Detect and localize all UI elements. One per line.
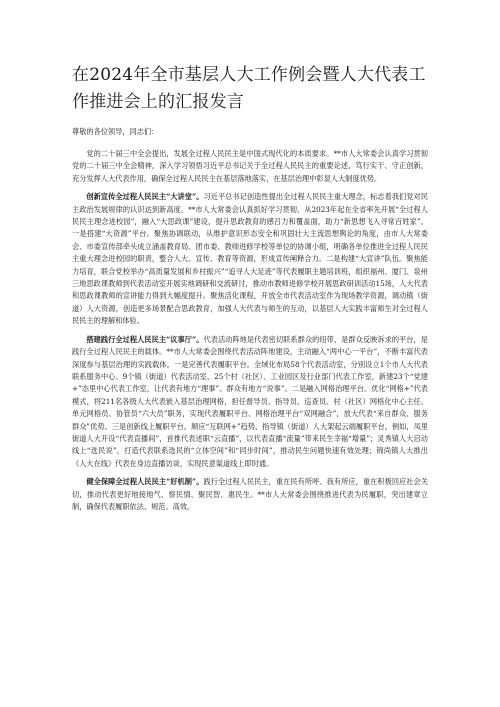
paragraph-text: 践行全过程人民民主，重在民有所呼、我有所应，重在积极回应社会关切，推动代表更好地接地气、察民情、聚民智、惠民生。**市人大常委会围绕推进代表为民履职，突出建章立制，确保代表履职依法、规范、高效。 xyxy=(72,477,428,511)
paragraph-mechanism xyxy=(72,476,428,513)
paragraph-lead: 健全保障全过程人民民主“好机制”。 xyxy=(86,477,204,487)
paragraph-publicity xyxy=(72,191,428,327)
paragraph-intro xyxy=(72,148,428,185)
document-title: 在2024年全市基层人大工作例会暨人大代表工作推进会上的汇报发言 xyxy=(72,65,426,112)
paragraph-text: 代表活动阵地是代表密切联系群众的纽带、是群众反映诉求的平台，是践行全过程人民民主的载体。**市人大常委会围绕代表活动阵地建设，主动融入“两中心一平台”，不断丰富代表深度参与基层治理的实践载体。一是完善代表履职平台。全域化布局58个代表活动室，分别设立1个市人大代表联系服务中心、9个镇（街道）代表活动室、25个村（社区）、工业园区及行业部门代表工作室，新建23个“党建+”态里中心代表工作室，让代表有地方“理事”、群众有地方“说事”。二是融入网格治理平台。优化“网格+”代表模式，将211名各级人大代表嵌入基层治理网格，担任督导员、指导员、巡查员、村（社区）网格化中心主任、单元网格员、协管员“六大员”职务，实现代表履职平台、网格治理平台“双网融合”，放大代表“来自群众、服务群众”优势。三是创新线上履职平台。顺应“互联网+”趋势，指导镇（街道）人大架起云端履职平台，例如，凤里街道人大开设“代表直播间”，首推代表述职“云直播”，以代表直播“流量”带来民生幸福“增量”；灵秀镇人大启动线上“选民说”，打造代表联系选民的“立体空间”和“同步时间”，推动民生问题快速有效处理；锦尚镇人大推出《人大在线》代表在身边直播访谈，实现民意渠道线上即时通。 xyxy=(72,334,428,468)
paragraph-practice xyxy=(72,334,428,470)
document-page xyxy=(72,62,428,519)
greeting: 尊敬的各位领导，同志们： xyxy=(72,127,159,136)
paragraph-text: 党的二十届三中全会提出，发展全过程人民民主是中国式现代化的本质要求。**市人大常委会认真学习贯彻党的二十届三中全会精神，深入学习领悟习近平总书记关于全过程人民民主的重要论述，笃行实干、守正创新，充分发挥人大代表作用，确保全过程人民民主在基层落地落实，在基层治理中彰显人大制度优势。 xyxy=(72,149,428,183)
paragraph-text: 习近平总书记创造性提出全过程人民民主重大理念，标志着我们党对民主政治发展规律的认识达到新高度。**市人大常委会认真抓好学习贯彻，从2023年起在全省率先开展“全过程人民民主理念进校园”，融入“大思政课”建设，提升思政教育的感召力和覆盖面，助力“新思想飞入寻常百姓家”。一是搭建“大资源”平台。聚焦协调联动，从维护意识形态安全和巩固壮大主流思想舆论的角度，由市人大常委会、市委宣传部牵头成立涵盖教育局、团市委、教师进修学校等单位的协调小组，明确各单位推进全过程人民民主重大理念进校园的职责，整合人大、宣传、教育等资源，形成宣传阐释合力。二是构建“大宣讲”队伍。聚焦能力培育，联合党校举办“高质量发展和乡村振兴”“追寻人大足迹”等代表履职主题培训班，组织福州、厦门、泉州三地思政课教师到代表活动室开展实地调研和交流研讨，推动市教师进修学校开展思政研训活动15场，人大代表和思政课教师的宣讲能力得到大幅度提升。聚焦活化课程，开放全市代表活动室作为现场教学资源，调动镇（街道）人大资源，创造更多场景配合思政教育，加强人大代表与师生的互动，以基层人大实践丰富师生对全过程人民民主的理解和体验。 xyxy=(72,192,428,326)
paragraph-lead: 搭建践行全过程人民民主“议事厅”。 xyxy=(86,334,204,344)
paragraph-lead: 创新宣传全过程人民民主“大讲堂”。 xyxy=(86,192,204,202)
